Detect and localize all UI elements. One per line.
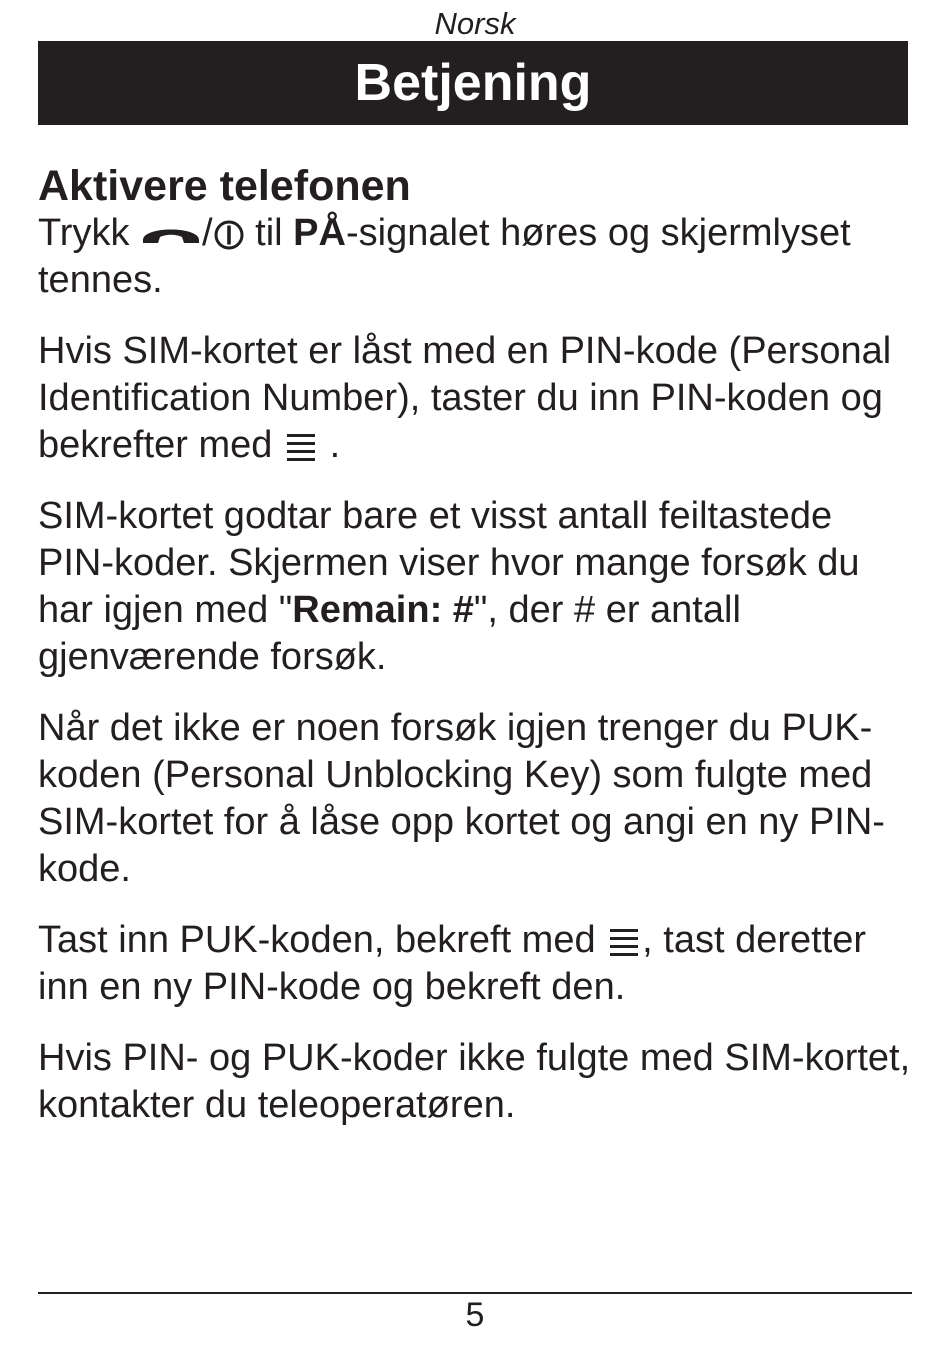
text: , tast deretter inn en ny PIN-kode og bekreft den. (38, 919, 867, 1008)
section-title: Betjening (38, 41, 908, 125)
text: Trykk (38, 212, 130, 254)
text: / (202, 212, 213, 254)
paragraph-enter-puk (38, 917, 918, 1011)
bold-text: Remain: # (292, 589, 474, 631)
paragraph-pin (38, 328, 918, 469)
text: Hvis SIM-kortet er låst med en PIN-kode (Personal Identification Number), taster du inn PIN-koden og bekrefter med (38, 330, 892, 466)
paragraph-operator: Hvis PIN- og PUK-koder ikke fulgte med SIM-kortet, kontakter du teleoperatøren. (38, 1037, 911, 1126)
paragraph-activate (38, 210, 918, 304)
text: -signalet høres og skjermlyset tennes. (38, 212, 851, 301)
bold-text: PÅ (293, 212, 346, 254)
text: ", der # er antall gjenværende forsøk. (38, 589, 741, 678)
phone-handset-icon (140, 222, 202, 248)
text: Tast inn PUK-koden, bekreft med (38, 919, 596, 961)
main-content (38, 160, 918, 1153)
paragraph-puk: Når det ikke er noen forsøk igjen trenger du PUK-koden (Personal Unblocking Key) som fulgte med SIM-kortet for å låse opp kortet og angi en ny PIN-kode. (38, 707, 885, 890)
menu-icon (283, 430, 319, 464)
text: . (329, 424, 341, 466)
menu-icon (606, 925, 642, 959)
text: til (255, 212, 283, 254)
paragraph-attempts (38, 493, 918, 681)
text: SIM-kortet godtar bare et visst antall feiltastede PIN-koder. Skjermen viser hvor mange forsøk du har igjen med " (38, 495, 860, 631)
page-number: 5 (465, 1296, 485, 1334)
language-label: Norsk (434, 6, 516, 41)
footer-divider (38, 1292, 912, 1294)
page-heading: Aktivere telefonen (38, 162, 411, 210)
power-icon (213, 219, 245, 251)
